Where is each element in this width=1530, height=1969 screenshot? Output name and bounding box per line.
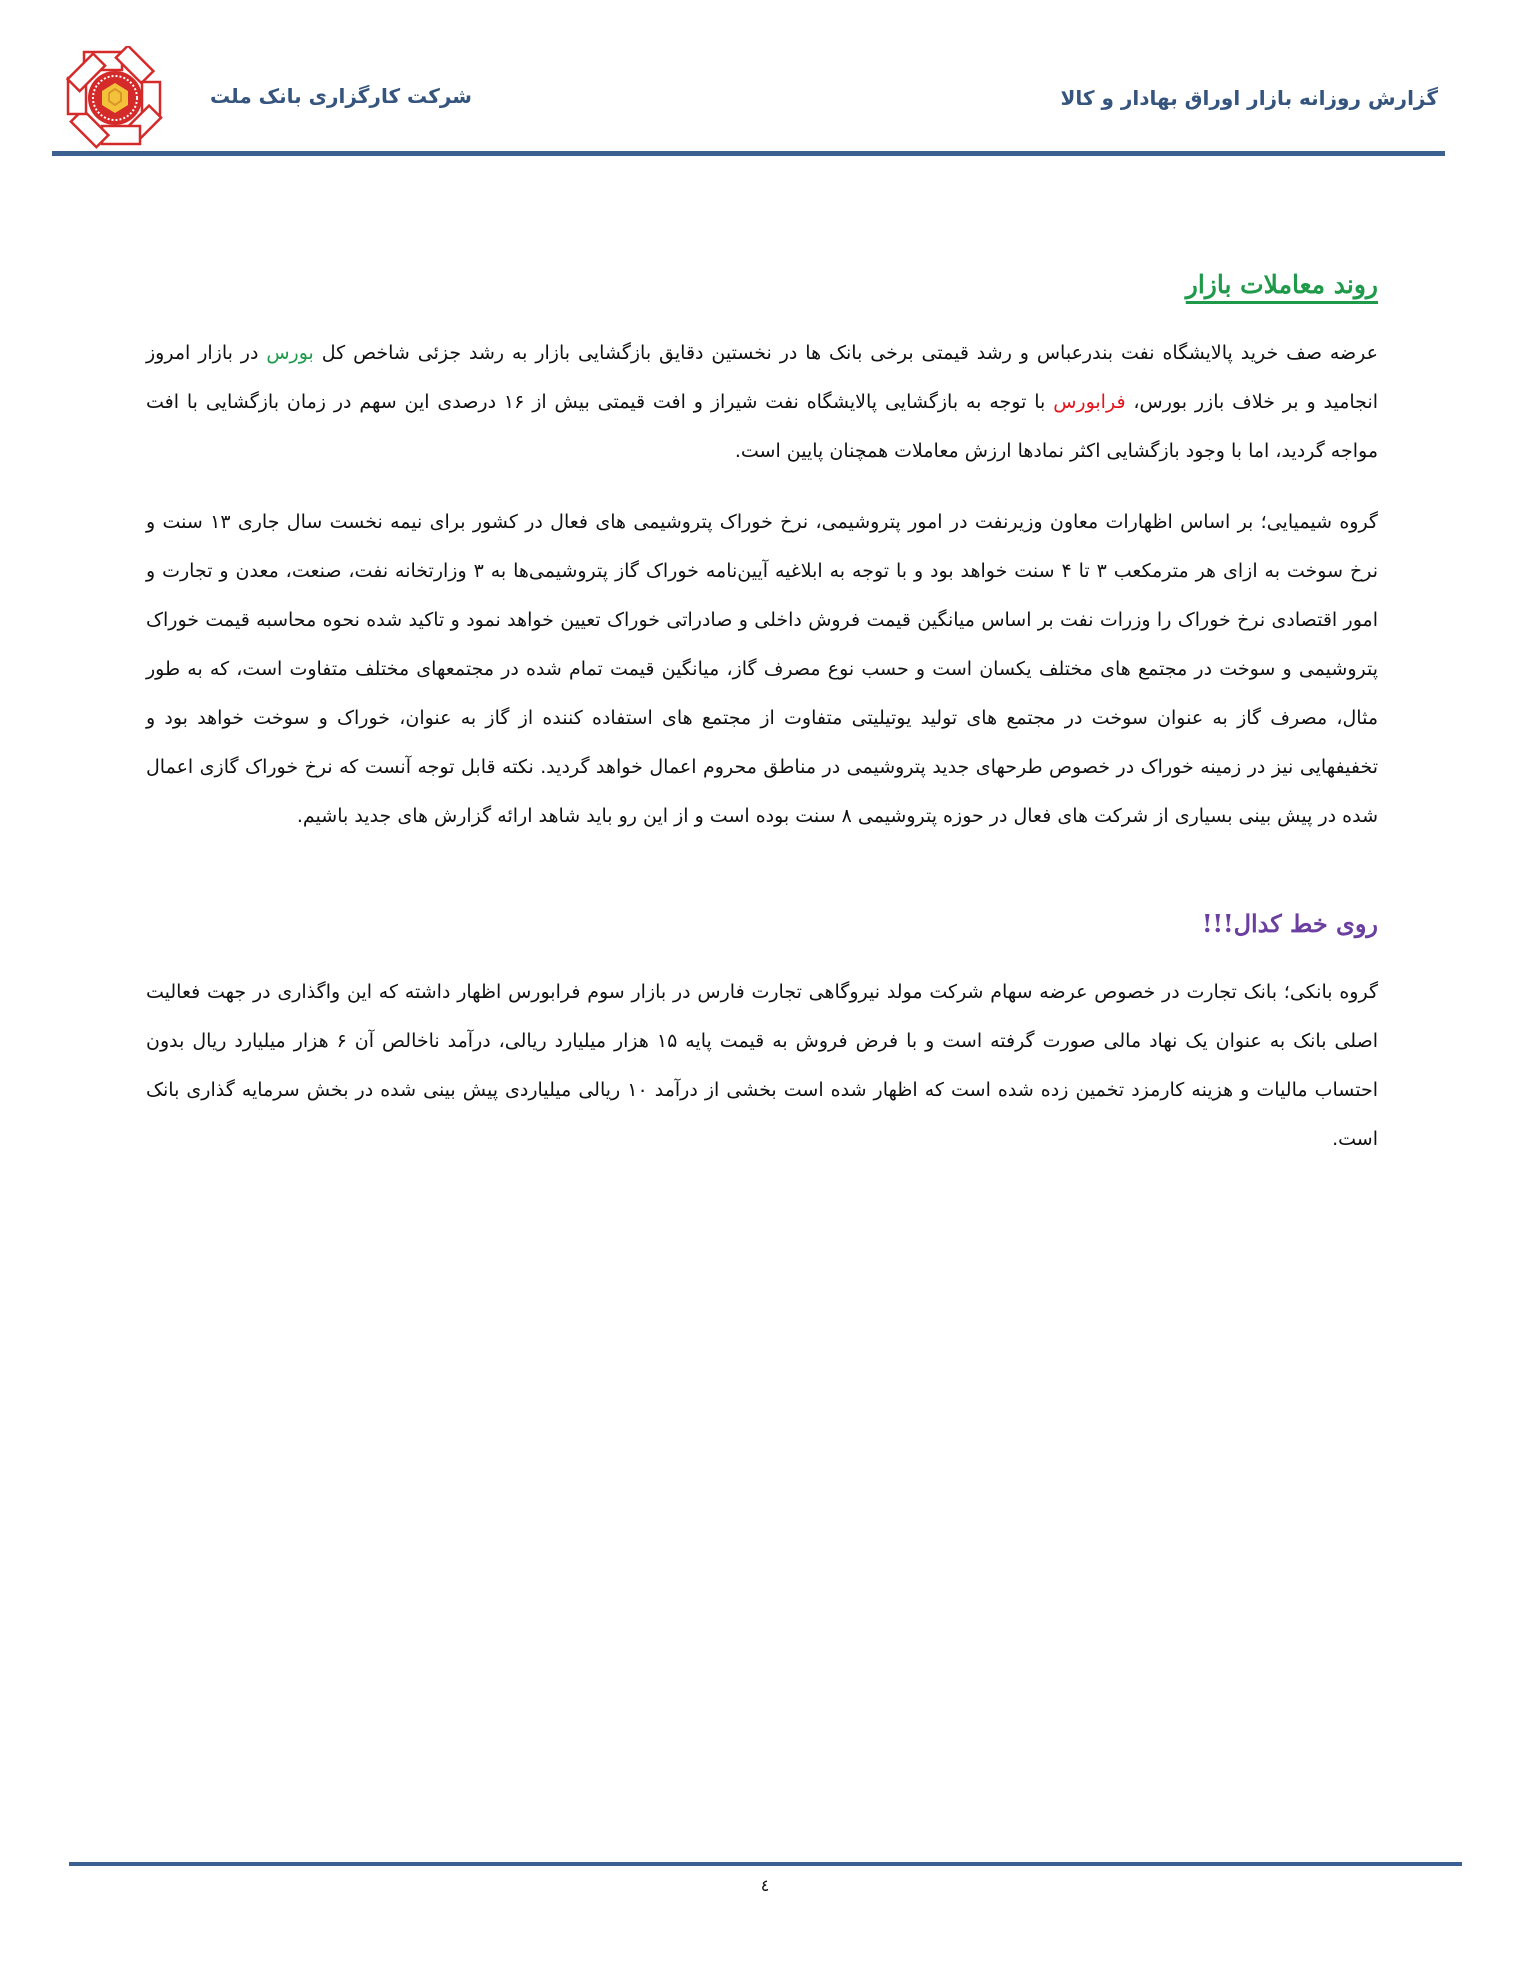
footer-divider	[69, 1862, 1462, 1866]
highlight-bourse: بورس	[266, 342, 314, 364]
highlight-farabourse: فرابورس	[1053, 391, 1126, 413]
document-body	[146, 270, 1378, 1164]
paragraph-chemical-group: گروه شیمیایی؛ بر اساس اظهارات معاون وزیرنفت در امور پتروشیمی، نرخ خوراک پتروشیمی های فعال در کشور برای نیمه نخست سال جاری ۱۳ سنت و نرخ سوخت به ازای هر مترمکعب ۳ تا ۴ سنت خواهد بود و با توجه به ابلاغیه آیین‌نامه خوراک گاز پتروشیمی‌ها به ۳ وزارتخانه نفت، صنعت، معدن و تجارت و امور اقتصادی نرخ خوراک را وزرات نفت بر اساس میانگین قیمت فروش داخلی و صادراتی خوراک تعیین خواهد نمود و تاکید شده نحوه محاسبه قیمت خوراک پتروشیمی و سوخت در مجتمع های مختلف یکسان است و حسب نوع مصرف گاز، میانگین قیمت تمام شده در مجتمعهای مختلف متفاوت است، که به طور مثال، مصرف گاز به عنوان سوخت در مجتمع های تولید یوتیلیتی متفاوت از مجتمع های استفاده کننده از گاز به عنوان، خوراک و سوخت خواهد بود و تخفیفهایی نیز در زمینه خوراک در خصوص طرحهای جدید پتروشیمی در مناطق محروم اعمال خواهد گردید. نکته قابل توجه آنست که نرخ خوراک گازی اعمال شده در پیش بینی بسیاری از شرکت های فعال در حوزه پتروشیمی ۸ سنت بوده است و از این رو باید شاهد ارائه گزارش های جدید باشیم.	[146, 511, 1378, 827]
paragraph-market-summary	[146, 329, 1378, 476]
header-divider	[52, 151, 1445, 156]
text-run: در بازار امروز انجامید و بر خلاف بازر بورس،	[146, 342, 1379, 413]
paragraph-banking-group: گروه بانکی؛ بانک تجارت در خصوص عرضه سهام شرکت مولد نیروگاهی تجارت فارس در بازار سوم فرابورس اظهار داشته که این واگذاری در جهت فعالیت اصلی بانک به عنوان یک نهاد مالی صورت گرفته است و با فرض فروش به قیمت پایه ۱۵ هزار میلیارد ریالی، درآمد ناخالص آن ۶ هزار میلیارد ریال بدون احتساب مالیات و هزینه کارمزد تخمین زده شده است که اظهار شده است بخشی از درآمد ۱۰ ریالی میلیاردی پیش بینی شده در بخش سرمایه گذاری بانک است.	[146, 981, 1379, 1150]
text-run: عرضه صف خرید پالایشگاه نفت بندرعباس و رشد قیمتی برخی بانک ها در نخستین دقایق بازگشایی بازار به رشد جزئی شاخص کل	[313, 342, 1378, 364]
page-number: ٤	[760, 1876, 770, 1895]
report-title: گزارش روزانه بازار اوراق بهادار و کالا	[1060, 86, 1438, 110]
company-name: شرکت کارگزاری بانک ملت	[210, 84, 472, 108]
text-run: با توجه به بازگشایی پالایشگاه نفت شیراز و افت قیمتی بیش از ۱۶ درصدی این سهم در زمان بازگشایی با افت مواجه گردید، اما با وجود بازگشایی اکثر نمادها ارزش معاملات همچنان پایین است.	[146, 391, 1378, 462]
section-heading-market-trend: روند معاملات بازار	[1185, 270, 1378, 299]
company-logo	[62, 46, 168, 150]
section-heading-codal: روی خط کدال!!!	[1201, 909, 1378, 938]
